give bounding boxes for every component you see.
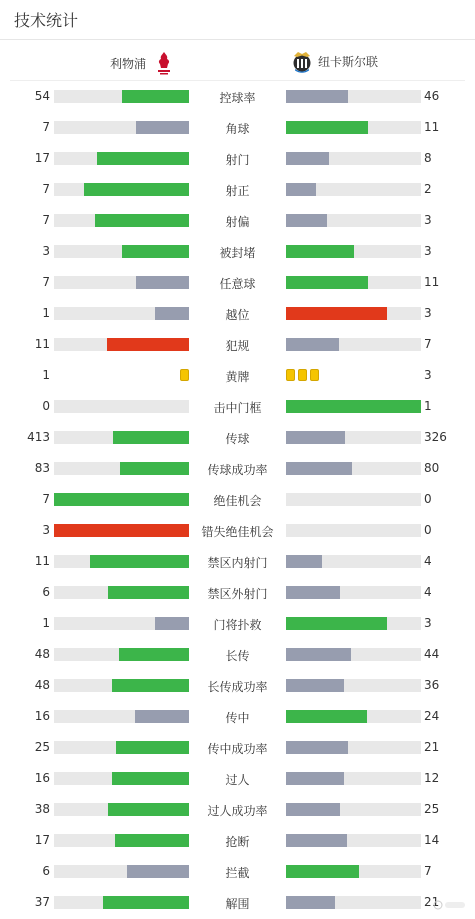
stat-row — [0, 670, 475, 701]
away-bar-track — [286, 152, 421, 165]
stat-label: 控球率 — [219, 91, 256, 105]
home-bar-track — [54, 431, 189, 444]
away-value: 0 — [424, 523, 432, 537]
stat-label: 任意球 — [219, 277, 256, 291]
away-value: 4 — [424, 554, 432, 568]
yellow-card-icon — [180, 369, 189, 381]
home-value: 17 — [34, 833, 50, 847]
stat-label: 传中成功率 — [207, 742, 268, 756]
stat-row — [0, 701, 475, 732]
stat-row — [0, 763, 475, 794]
stat-label: 传球成功率 — [207, 463, 268, 477]
home-bar-fill — [97, 152, 189, 165]
watermark-logo — [433, 900, 467, 913]
away-value: 3 — [424, 368, 432, 382]
home-value: 7 — [42, 275, 50, 289]
away-bar-fill — [286, 865, 359, 878]
away-value: 4 — [424, 585, 432, 599]
home-value: 7 — [42, 120, 50, 134]
away-value: 1 — [424, 399, 432, 413]
home-bar-track — [54, 648, 189, 661]
away-value: 80 — [424, 461, 440, 475]
home-bar-fill — [155, 307, 189, 320]
stat-row — [0, 391, 475, 422]
stat-row — [0, 484, 475, 515]
away-value: 11 — [424, 275, 440, 289]
away-bar-fill — [286, 431, 345, 444]
home-bar-track — [54, 586, 189, 599]
yellow-card-icon — [310, 369, 319, 381]
home-value: 38 — [34, 802, 50, 816]
home-bar-track — [54, 772, 189, 785]
away-cards — [286, 369, 319, 382]
away-value: 0 — [424, 492, 432, 506]
away-value: 12 — [424, 771, 440, 785]
away-value: 21 — [424, 740, 440, 754]
away-bar-track — [286, 772, 421, 785]
home-bar-track — [54, 524, 189, 537]
away-bar-track — [286, 617, 421, 630]
home-team[interactable] — [110, 50, 176, 76]
home-bar-track — [54, 803, 189, 816]
away-value: 3 — [424, 306, 432, 320]
away-bar-fill — [286, 710, 367, 723]
stat-row — [0, 236, 475, 267]
stat-row — [0, 887, 475, 918]
home-bar-track — [54, 183, 189, 196]
away-bar-track — [286, 586, 421, 599]
stat-label: 角球 — [225, 122, 250, 136]
away-bar-fill — [286, 462, 352, 475]
away-value: 36 — [424, 678, 440, 692]
stat-label: 传中 — [225, 711, 250, 725]
stat-row — [0, 639, 475, 670]
stat-label: 越位 — [225, 308, 250, 322]
stat-row — [0, 329, 475, 360]
stat-row — [0, 174, 475, 205]
home-value: 54 — [34, 89, 50, 103]
home-value: 16 — [34, 771, 50, 785]
away-bar-track — [286, 338, 421, 351]
away-bar-fill — [286, 214, 327, 227]
away-bar-track — [286, 555, 421, 568]
stats-list — [0, 81, 475, 918]
stat-row — [0, 267, 475, 298]
away-bar-track — [286, 245, 421, 258]
stat-label: 击中门框 — [213, 401, 262, 415]
away-bar-track — [286, 431, 421, 444]
away-bar-fill — [286, 307, 387, 320]
stat-label: 黄牌 — [225, 370, 250, 384]
away-bar-track — [286, 679, 421, 692]
away-bar-fill — [286, 90, 348, 103]
stat-row — [0, 422, 475, 453]
stat-row — [0, 732, 475, 763]
home-bar-fill — [122, 90, 190, 103]
home-value: 25 — [34, 740, 50, 754]
page-title: 技术统计 — [14, 11, 79, 30]
home-bar-track — [54, 834, 189, 847]
away-value: 25 — [424, 802, 440, 816]
home-value: 17 — [34, 151, 50, 165]
home-value: 7 — [42, 213, 50, 227]
away-value: 21 — [424, 895, 440, 909]
home-bar-track — [54, 245, 189, 258]
away-bar-fill — [286, 741, 348, 754]
home-bar-fill — [155, 617, 189, 630]
yellow-card-icon — [286, 369, 295, 381]
home-bar-track — [54, 865, 189, 878]
home-value: 11 — [34, 554, 50, 568]
away-value: 46 — [424, 89, 440, 103]
away-value: 7 — [424, 337, 432, 351]
away-bar-track — [286, 803, 421, 816]
stat-label: 被封堵 — [219, 246, 256, 260]
home-bar-fill — [122, 245, 190, 258]
home-bar-track — [54, 710, 189, 723]
home-value: 7 — [42, 492, 50, 506]
home-bar-fill — [136, 121, 189, 134]
away-bar-fill — [286, 276, 368, 289]
home-bar-fill — [115, 834, 189, 847]
away-value: 7 — [424, 864, 432, 878]
home-bar-track — [54, 400, 189, 413]
away-bar-fill — [286, 400, 421, 413]
away-team[interactable] — [290, 48, 378, 74]
stat-label: 射门 — [225, 153, 250, 167]
home-bar-track — [54, 152, 189, 165]
home-value: 3 — [42, 523, 50, 537]
stat-label: 门将扑救 — [213, 618, 262, 632]
stat-label: 长传 — [225, 649, 250, 663]
away-value: 326 — [424, 430, 447, 444]
home-bar-fill — [107, 338, 189, 351]
away-bar-fill — [286, 338, 339, 351]
away-bar-track — [286, 493, 421, 506]
away-bar-track — [286, 648, 421, 661]
stat-row — [0, 360, 475, 391]
away-bar-fill — [286, 121, 368, 134]
home-bar-track — [54, 896, 189, 909]
stat-label: 禁区外射门 — [207, 587, 268, 601]
home-bar-fill — [120, 462, 189, 475]
home-value: 83 — [34, 461, 50, 475]
away-bar-fill — [286, 803, 340, 816]
away-bar-track — [286, 276, 421, 289]
home-value: 3 — [42, 244, 50, 258]
away-bar-fill — [286, 648, 351, 661]
stat-label: 长传成功率 — [207, 680, 268, 694]
teams-header — [10, 40, 465, 81]
home-bar-fill — [116, 741, 189, 754]
home-bar-fill — [84, 183, 189, 196]
home-bar-track — [54, 462, 189, 475]
away-bar-fill — [286, 834, 347, 847]
away-value: 24 — [424, 709, 440, 723]
home-bar-track — [54, 276, 189, 289]
home-value: 6 — [42, 864, 50, 878]
home-bar-fill — [54, 524, 189, 537]
stat-label: 禁区内射门 — [207, 556, 268, 570]
away-bar-fill — [286, 586, 340, 599]
home-value: 16 — [34, 709, 50, 723]
away-bar-track — [286, 896, 421, 909]
away-value: 3 — [424, 616, 432, 630]
stat-row — [0, 794, 475, 825]
stat-label: 射偏 — [225, 215, 250, 229]
home-bar-fill — [54, 493, 189, 506]
stat-row — [0, 608, 475, 639]
newcastle-crest-icon — [290, 48, 314, 74]
away-bar-track — [286, 865, 421, 878]
home-team-name: 利物浦 — [109, 56, 146, 71]
home-bar-fill — [136, 276, 189, 289]
stat-row — [0, 205, 475, 236]
home-bar-fill — [90, 555, 189, 568]
away-value: 2 — [424, 182, 432, 196]
stat-row — [0, 825, 475, 856]
away-bar-track — [286, 90, 421, 103]
stat-label: 绝佳机会 — [213, 494, 262, 508]
away-bar-track — [286, 400, 421, 413]
stat-label: 解围 — [225, 897, 250, 911]
home-bar-fill — [113, 431, 189, 444]
home-bar-track — [54, 679, 189, 692]
home-value: 1 — [42, 306, 50, 320]
home-value: 7 — [42, 182, 50, 196]
home-bar-fill — [112, 679, 189, 692]
home-bar-track — [54, 214, 189, 227]
away-bar-track — [286, 834, 421, 847]
stat-label: 拦截 — [225, 866, 250, 880]
home-bar-fill — [108, 586, 189, 599]
away-value: 3 — [424, 213, 432, 227]
home-bar-fill — [95, 214, 190, 227]
stat-label: 错失绝佳机会 — [201, 525, 274, 539]
yellow-card-icon — [298, 369, 307, 381]
home-value: 6 — [42, 585, 50, 599]
home-bar-fill — [103, 896, 189, 909]
away-team-name: 纽卡斯尔联 — [318, 54, 379, 69]
home-bar-track — [54, 493, 189, 506]
home-value: 1 — [42, 368, 50, 382]
away-bar-track — [286, 462, 421, 475]
home-bar-track — [54, 338, 189, 351]
stat-row — [0, 856, 475, 887]
liverpool-crest-icon — [152, 50, 176, 76]
stat-label: 犯规 — [225, 339, 250, 353]
away-value: 3 — [424, 244, 432, 258]
home-cards — [180, 369, 189, 382]
home-value: 1 — [42, 616, 50, 630]
home-value: 413 — [27, 430, 50, 444]
away-bar-track — [286, 524, 421, 537]
away-bar-fill — [286, 245, 354, 258]
header — [0, 0, 475, 40]
away-bar-track — [286, 121, 421, 134]
away-value: 11 — [424, 120, 440, 134]
away-value: 44 — [424, 647, 440, 661]
stat-label: 射正 — [225, 184, 250, 198]
home-bar-track — [54, 741, 189, 754]
away-bar-track — [286, 741, 421, 754]
home-bar-fill — [127, 865, 189, 878]
stat-row — [0, 453, 475, 484]
away-bar-fill — [286, 152, 329, 165]
away-bar-track — [286, 710, 421, 723]
away-bar-track — [286, 214, 421, 227]
stat-row — [0, 546, 475, 577]
stat-label: 过人成功率 — [207, 804, 268, 818]
home-value: 11 — [34, 337, 50, 351]
stat-row — [0, 81, 475, 112]
home-bar-fill — [108, 803, 189, 816]
stat-row — [0, 577, 475, 608]
stat-label: 传球 — [225, 432, 250, 446]
away-bar-fill — [286, 772, 344, 785]
home-value: 37 — [34, 895, 50, 909]
away-bar-track — [286, 307, 421, 320]
away-value: 8 — [424, 151, 432, 165]
home-bar-track — [54, 90, 189, 103]
stat-row — [0, 515, 475, 546]
home-bar-track — [54, 121, 189, 134]
home-value: 0 — [42, 399, 50, 413]
home-bar-fill — [112, 772, 189, 785]
away-bar-fill — [286, 183, 316, 196]
away-bar-fill — [286, 555, 322, 568]
away-bar-fill — [286, 679, 344, 692]
stat-row — [0, 112, 475, 143]
home-value: 48 — [34, 647, 50, 661]
home-bar-track — [54, 307, 189, 320]
home-bar-fill — [135, 710, 189, 723]
away-bar-track — [286, 183, 421, 196]
stat-label: 抢断 — [225, 835, 250, 849]
stat-row — [0, 143, 475, 174]
home-bar-track — [54, 617, 189, 630]
stat-row — [0, 298, 475, 329]
away-bar-fill — [286, 617, 387, 630]
stat-label: 过人 — [225, 773, 250, 787]
home-bar-track — [54, 555, 189, 568]
away-bar-fill — [286, 896, 335, 909]
home-bar-fill — [119, 648, 189, 661]
home-value: 48 — [34, 678, 50, 692]
away-value: 14 — [424, 833, 440, 847]
